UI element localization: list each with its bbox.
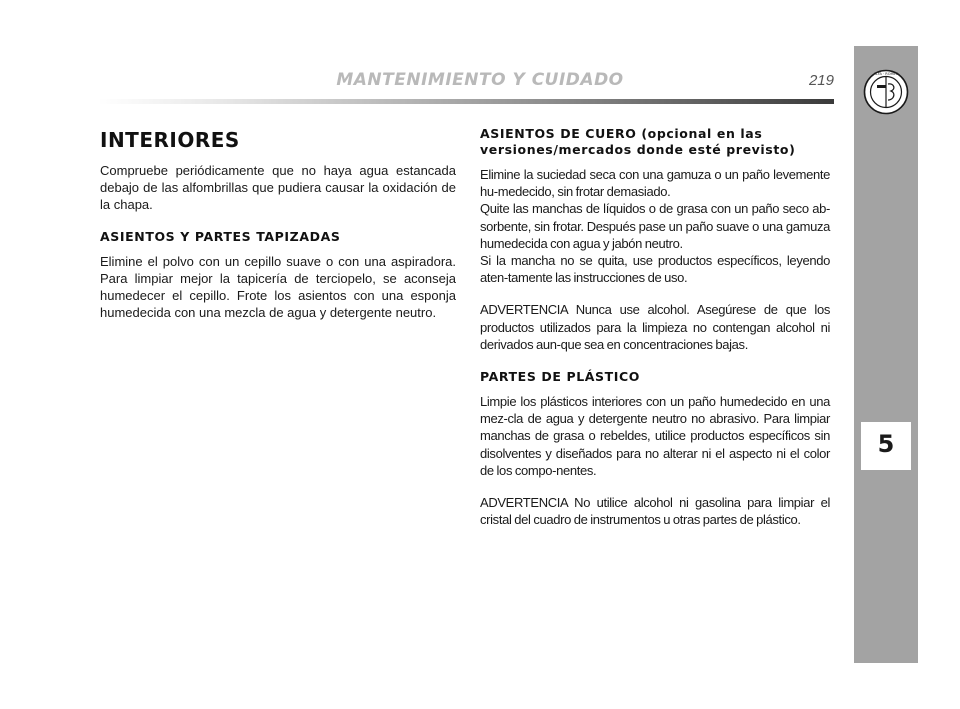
left-column xyxy=(100,128,456,321)
plastico-warning: ADVERTENCIA No utilice alcohol ni gasolina para limpiar el cristal del cuadro de instrumentos u otras partes de plástico. xyxy=(480,495,830,528)
asientos-tapizadas-paragraph: Elimine el polvo con un cepillo suave o con una aspiradora. Para limpiar mejor la tapicería de terciopelo, se aconseja humedecer el cepillo. Frote los asientos con una esponja humedecida con una mezcla de agua y detergente neutro. xyxy=(100,253,456,321)
chapter-number: 5 xyxy=(877,430,895,458)
section-heading-interiores: INTERIORES xyxy=(100,128,240,152)
subheading-partes-plastico: PARTES DE PLÁSTICO xyxy=(480,369,641,385)
interiores-paragraph: Compruebe periódicamente que no haya agua estancada debajo de las alfombrillas que pudiera causar la oxidación de la chapa. xyxy=(100,163,456,213)
subheading-asientos-tapizadas: ASIENTOS Y PARTES TAPIZADAS xyxy=(100,228,341,244)
subheading-asientos-cuero: ASIENTOS DE CUERO (opcional en las versiones/mercados donde esté previsto) xyxy=(480,126,796,157)
cuero-paragraph-2: Quite las manchas de líquidos o de grasa con un paño seco ab-sorbente, sin frotar. Después pase un paño suave o una gamuza humedecida con agua y jabón neutro. xyxy=(480,201,830,251)
header-divider xyxy=(98,99,834,104)
right-column xyxy=(480,126,830,528)
plastico-paragraph: Limpie los plásticos interiores con un paño humedecido en una mez-cla de agua y detergente neutro no abrasivo. Para limpiar manchas de grasa o rebeldes, utilice productos específicos sin disolventes y diseñados para no alterar ni el aspecto ni el color de los compo-nentes. xyxy=(480,394,830,478)
alfa-romeo-badge-icon xyxy=(863,69,909,115)
svg-text:ALFA · ROMEO: ALFA · ROMEO xyxy=(873,72,899,77)
cuero-warning: ADVERTENCIA Nunca use alcohol. Asegúrese de que los productos utilizados para la limpieza no contengan alcohol ni derivados aun-que sea en concentraciones bajas. xyxy=(480,302,830,352)
chapter-side-tab xyxy=(854,46,918,663)
page-number: 219 xyxy=(808,72,834,89)
cuero-paragraph-1: Elimine la suciedad seca con una gamuza o un paño levemente hu-medecido, sin frotar demasiado. xyxy=(480,167,830,200)
page-header-title: MANTENIMIENTO Y CUIDADO xyxy=(336,70,624,90)
cuero-paragraph-3: Si la mancha no se quita, use productos específicos, leyendo aten-tamente las instrucciones de uso. xyxy=(480,253,830,286)
